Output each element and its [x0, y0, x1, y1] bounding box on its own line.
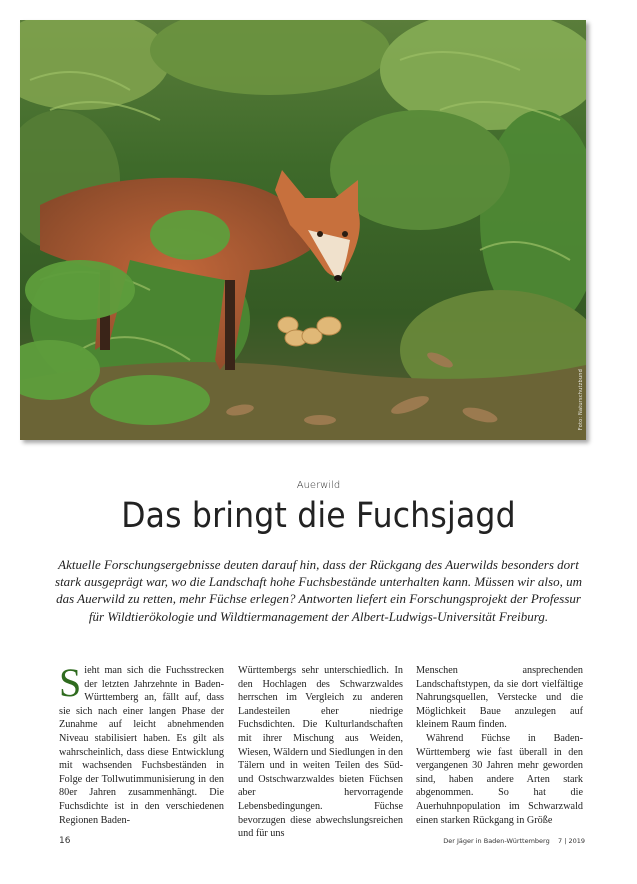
issue-number: 7 | 2019 [558, 837, 585, 845]
body-column-1 [59, 660, 224, 827]
body-column-2 [238, 664, 403, 841]
fox-forest-illustration [20, 20, 586, 440]
page-number: 16 [59, 836, 71, 846]
body-column-3 [416, 664, 583, 827]
column-3-paragraph-2: Während Füchse in Baden-Württemberg wie fast überall in den vergangenen 30 Jahren mehr geworden sind, haben andere Arten stark abgenommen. So hat die Auerhuhnpopulation im Schwarzwald einen starken Rückgang in Größe [416, 732, 583, 826]
article-headline: Das bringt die Fuchsjagd [121, 496, 516, 536]
column-1-text: ieht man sich die Fuchsstrecken der letzten Jahrzehnte in Baden-Württemberg an, fällt auf, dass sie sich nach einer langen Phase der Zunahme auf leicht abnehmenden Niveau stabilisiert haben. Es gilt als wahrscheinlich, dass diese Entwicklung mit wachsenden Fuchsbeständen in Folge der Tollwutimmunisierung in den 80er Jahren zusammenhängt. Die Fuchsdichte ist in den verschiedenen Regionen Baden- [59, 665, 224, 826]
footer-publication [443, 837, 585, 845]
hero-photo [20, 20, 586, 440]
article-kicker: Auerwild [296, 480, 341, 491]
column-3-paragraph-1: Menschen ansprechenden Landschaftstypen, da sie dort vielfältige Nahrungsquellen, Verstecke und die Möglichkeit Baue anzulegen auf kleinem Raum finden. [416, 665, 583, 731]
article-intro: Aktuelle Forschungsergebnisse deuten darauf hin, dass der Rückgang des Auerwilds besonders dort stark ausgeprägt war, wo die Landschaft hohe Fuchsbestände unterhalten kann. Müssen wir also, um das Auerwild zu retten, mehr Füchse erlegen? Antworten liefert ein Forschungsprojekt der Professur für Wildtierökologie und Wildtiermanagement der Albert-Ludwigs-Universität Freiburg. [55, 557, 582, 624]
publication-name: Der Jäger in Baden-Württemberg [443, 837, 550, 845]
column-2-text: Württembergs sehr unterschiedlich. In den Hochlagen des Schwarzwaldes herrschen im Vergleich zu anderen Landesteilen eher niedrige Fuchsdichten. Die Kulturlandschaften mit ihrer Mischung aus Weiden, Wiesen, Wäldern und Siedlungen in den Tälern und in weiten Teilen des Süd- und Ostschwarzwaldes bieten Füchsen aber hervorragende Lebensbedingungen. Füchse bevorzugen diese abwechslungsreichen und für uns [238, 665, 403, 840]
drop-cap: S [59, 660, 82, 705]
photo-credit: Foto: Naturschutzbund [578, 368, 584, 430]
